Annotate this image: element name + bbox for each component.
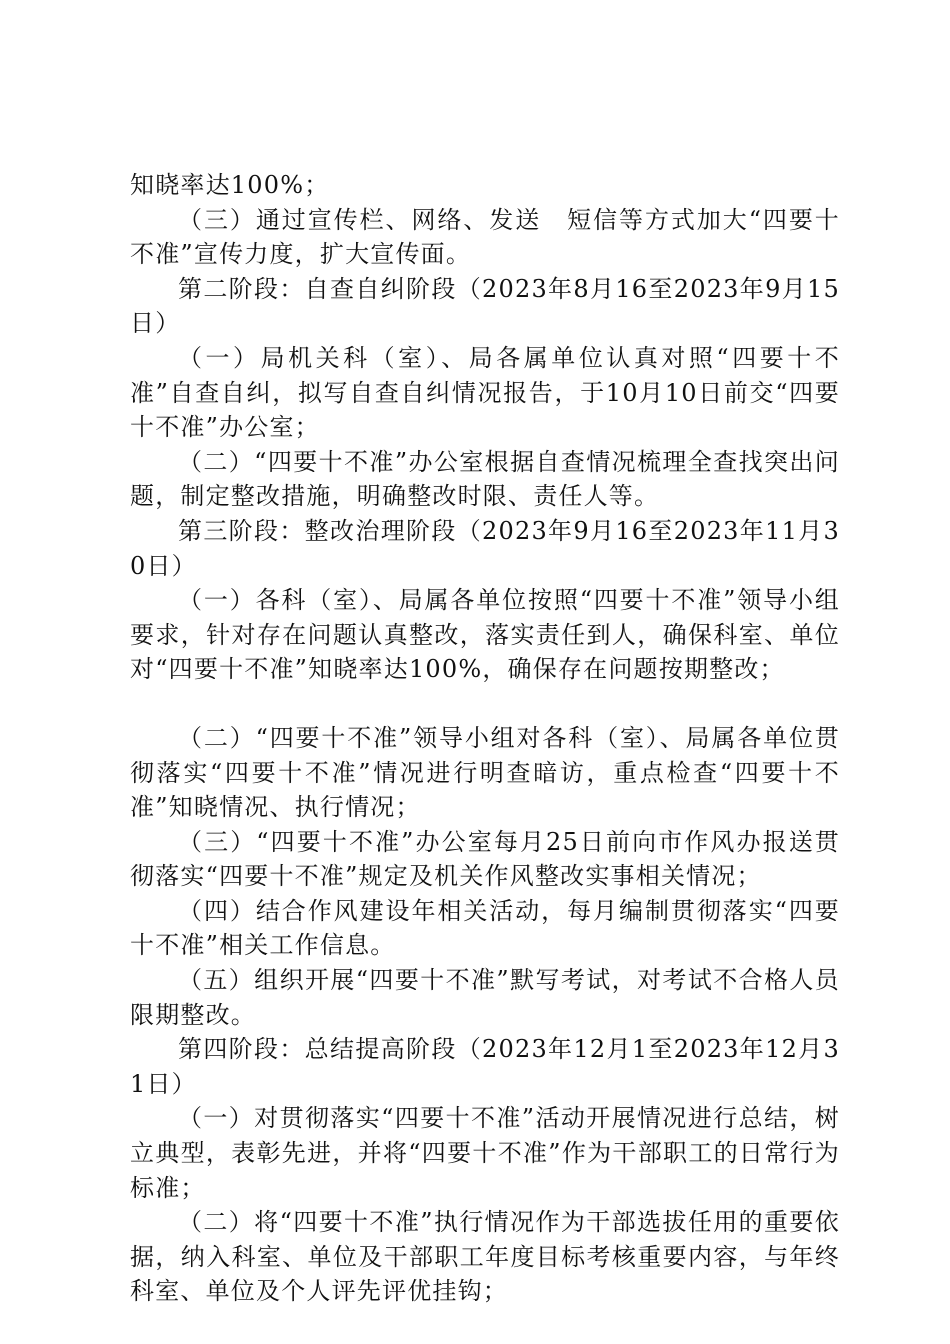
phase-3-item-2: （二）“四要十不准”领导小组对各科（室）、局属各单位贯彻落实“四要十不准”情况进行明查暗访，重点检查“四要十不准”知晓情况、执行情况； — [130, 723, 840, 822]
paragraph-spacer — [130, 687, 840, 721]
phase-2-item-2: （二）“四要十不准”办公室根据自查情况梳理全查找突出问题，制定整改措施，明确整改时限、责任人等。 — [130, 447, 840, 511]
phase-4-heading: 第四阶段：总结提高阶段（2023年12月1至2023年12月31日） — [130, 1035, 840, 1098]
paragraph-publicity-item-3: （三）通过宣传栏、网络、发送 短信等方式加大“四要十不准”宣传力度，扩大宣传面。 — [130, 205, 840, 269]
phase-4-item-2: （二）将“四要十不准”执行情况作为干部选拔任用的重要依据，纳入科室、单位及干部职工年度目标考核重要内容，与年终科室、单位及个人评先评优挂钩； — [130, 1208, 840, 1306]
phase-2-heading: 第二阶段：自查自纠阶段（2023年8月16至2023年9月15日） — [130, 274, 840, 338]
phase-3-item-4: （四）结合作风建设年相关活动，每月编制贯彻落实“四要十不准”相关工作信息。 — [130, 896, 840, 960]
paragraph-continuation: 知晓率达100%； — [130, 171, 330, 199]
phase-4-item-1: （一）对贯彻落实“四要十不准”活动开展情况进行总结，树立典型，表彰先进，并将“四要十不准”作为干部职工的日常行为标准； — [130, 1104, 840, 1202]
phase-2-item-1: （一）局机关科（室）、局各属单位认真对照“四要十不准”自查自纠，拟写自查自纠情况报告，于10月10日前交“四要十不准”办公室； — [130, 343, 840, 442]
phase-3-item-3: （三）“四要十不准”办公室每月25日前向市作风办报送贯彻落实“四要十不准”规定及机关作风整改实事相关情况； — [130, 827, 840, 891]
phase-3-item-1: （一）各科（室）、局属各单位按照“四要十不准”领导小组要求，针对存在问题认真整改，落实责任到人，确保科室、单位对“四要十不准”知晓率达100%，确保存在问题按期整改； — [130, 586, 840, 684]
phase-3-item-5: （五）组织开展“四要十不准”默写考试，对考试不合格人员限期整改。 — [130, 966, 840, 1029]
phase-3-heading: 第三阶段：整改治理阶段（2023年9月16至2023年11月30日） — [130, 516, 840, 580]
document-page — [130, 168, 840, 1309]
